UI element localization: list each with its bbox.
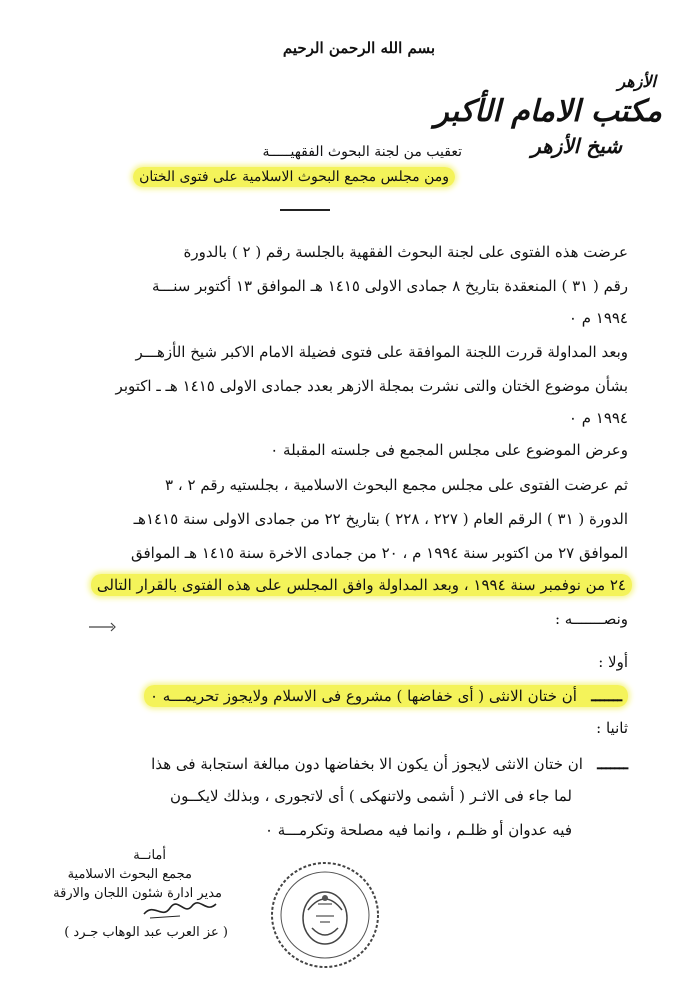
title-line-2-highlight: ومن مجلس مجمع البحوث الاسلامية على فتوى الختان: [133, 167, 455, 187]
body-line: عرضت هذه الفتوى على لجنة البحوث الفقهية بالجلسة رقم ( ٢ ) بالدورة: [183, 243, 628, 261]
signature-line-1: أمانــة: [133, 848, 166, 863]
body-line: الموافق ٢٧ من اكتوبر سنة ١٩٩٤ م ، ٢٠ من جمادى الاخرة سنة ١٤١٥ هـ الموافق: [131, 544, 628, 562]
point-two-text: ان ختان الانثى لايجوز أن يكون الا بخفاضها دون مبالغة استجابة فى هذا: [151, 755, 583, 773]
body-line: الدورة ( ٣١ ) الرقم العام ( ٢٢٧ ، ٢٢٨ ) بتاريخ ٢٢ من جمادى الاولى سنة ١٤١٥هـ: [133, 510, 628, 528]
point-one-text: أن ختان الانثى ( أى خفاضها ) مشروع فى الاسلام ولايجوز تحريمـــه ٠: [149, 687, 577, 705]
logo-line-office: مكتب الامام الأكبر: [434, 94, 662, 129]
body-line: ونصـــــــه :: [554, 610, 628, 628]
logo-line-sheikh: شيخ الأزهر: [531, 134, 622, 158]
title-underline: [280, 209, 330, 211]
point-one-highlight: [144, 685, 628, 707]
point-two-label: ثانيا :: [596, 719, 628, 737]
basmala: بسم الله الرحمن الرحيم: [282, 39, 435, 57]
body-line: ١٩٩٤ م ٠: [568, 309, 628, 327]
body-line: ١٩٩٤ م ٠: [568, 409, 628, 427]
point-two-dash: ـــــــ: [597, 755, 628, 773]
title-line-2: [133, 167, 455, 187]
official-seal-icon: [268, 858, 382, 972]
logo-line-azhar: الأزهر: [617, 72, 656, 91]
resolution-highlight: ٢٤ من نوفمبر سنة ١٩٩٤ ، وبعد المداولة وافق المجلس على هذه الفتوى بالقرار التالى: [91, 574, 632, 596]
body-line: رقم ( ٣١ ) المنعقدة بتاريخ ٨ جمادى الاولى ١٤١٥ هـ الموافق ١٣ أكتوبر سنـــة: [152, 277, 628, 295]
handwritten-signature: [140, 898, 220, 922]
title-line-1: تعقيب من لجنة البحوث الفقهيـــــة: [262, 144, 462, 160]
point-one-label: أولا :: [598, 653, 628, 671]
body-line: وبعد المداولة قررت اللجنة الموافقة على فتوى فضيلة الامام الاكبر شيخ الأزهـــر: [135, 343, 628, 361]
signature-line-2: مجمع البحوث الاسلامية: [67, 867, 192, 882]
stray-mark-icon: [85, 617, 119, 637]
body-line: بشأن موضوع الختان والتى نشرت بمجلة الازهر بعدد جمادى الاولى ١٤١٥ هـ ـ اكتوبر: [115, 377, 628, 395]
body-line-highlighted: [91, 575, 632, 595]
point-one-dash: ـــــــ: [591, 687, 622, 705]
azhar-letterhead-logo: [434, 72, 662, 168]
point-two-line-1: [151, 754, 628, 774]
body-line: فيه عدوان أو ظلـم ، وانما فيه مصلحة وتكرمـــة ٠: [264, 821, 572, 839]
signature-line-3: مدير ادارة شئون اللجان والارقة: [53, 886, 222, 901]
signature-name: ( عز العرب عبد الوهاب جـرد ): [64, 925, 228, 940]
point-one-line: [144, 686, 628, 706]
body-line: وعرض الموضوع على مجلس المجمع فى جلسته المقبلة ٠: [270, 441, 628, 459]
body-line: ثم عرضت الفتوى على مجلس مجمع البحوث الاسلامية ، بجلستيه رقم ٢ ، ٣: [165, 476, 628, 494]
body-line: لما جاء فى الاثـر ( أشمى ولاتنهكى ) أى لاتجورى ، وبذلك لايكــون: [170, 787, 572, 805]
